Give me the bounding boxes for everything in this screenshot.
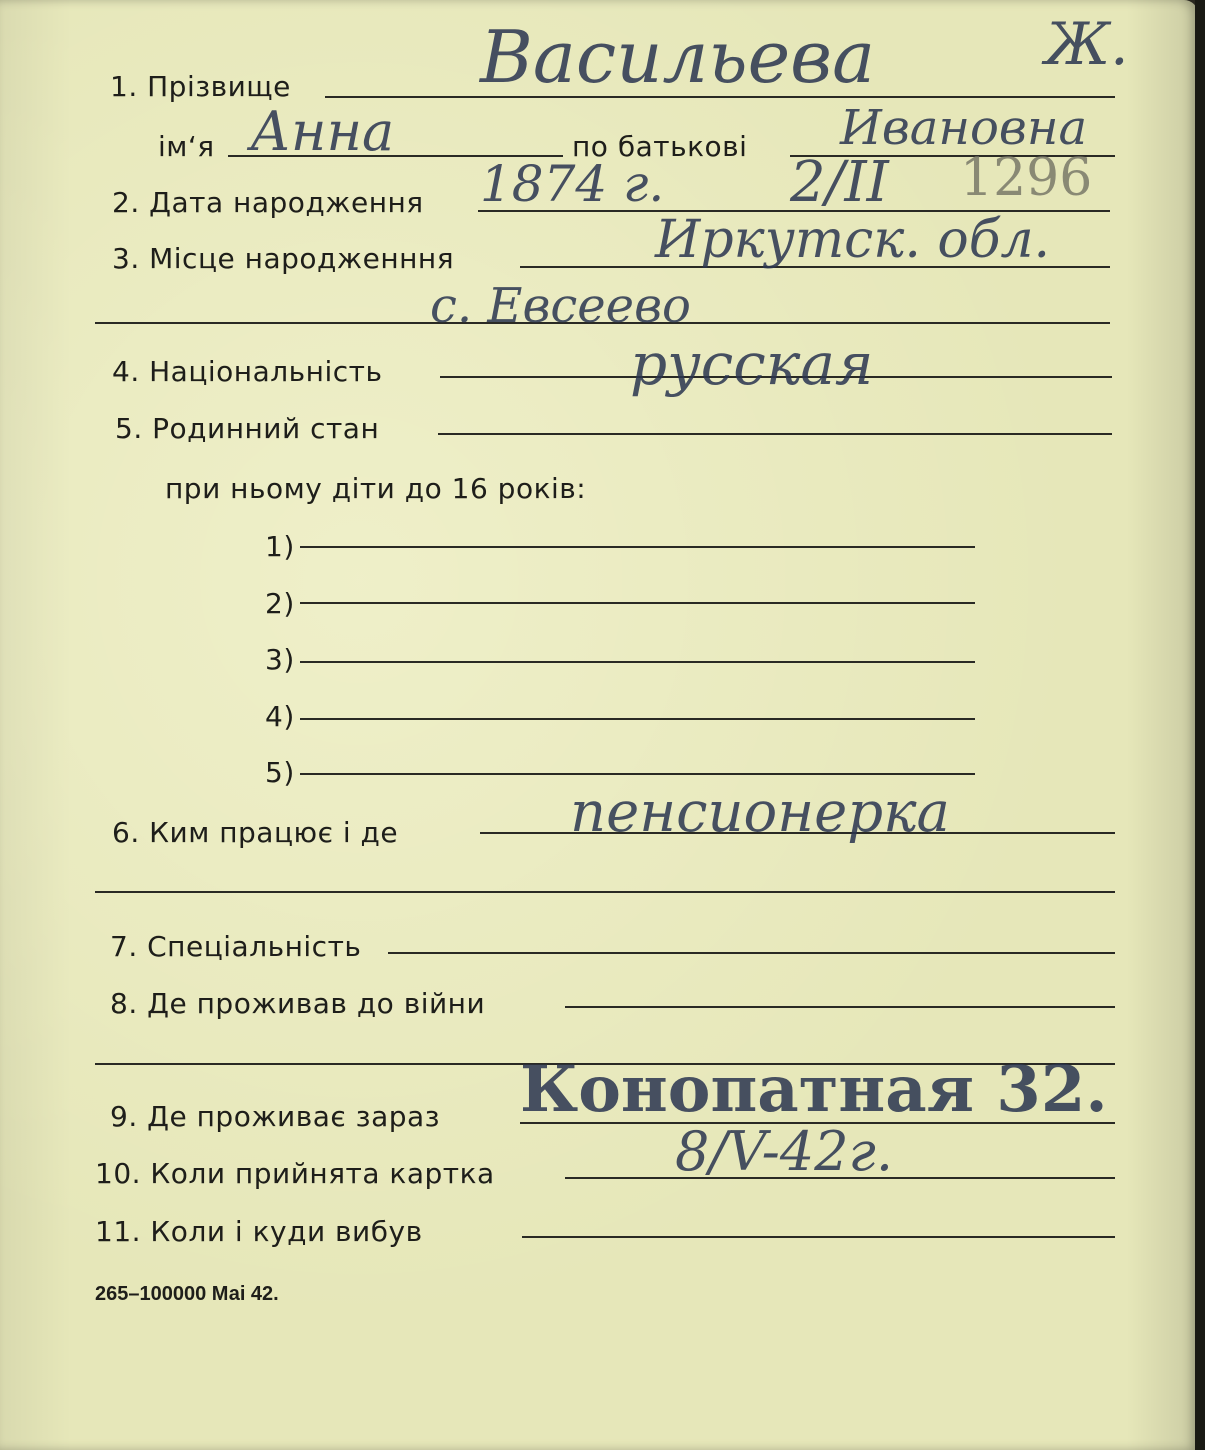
- field-7-specialty-label: 7. Спеціальність: [110, 930, 362, 963]
- handwritten-patronymic: Ивановна: [840, 100, 1088, 156]
- field-7-specialty-line: [388, 952, 1115, 954]
- child-5-label: 5): [265, 756, 295, 789]
- field-3-birthplace-label: 3. Місце народженння: [112, 242, 455, 275]
- field-6-occupation-line-2: [95, 891, 1115, 893]
- field-5-marital-label: 5. Родинний стан: [115, 412, 380, 445]
- handwritten-occupation: пенсионерка: [570, 780, 950, 845]
- handwritten-birth-year: 1874 г.: [480, 155, 665, 213]
- child-3-line: [300, 661, 975, 663]
- field-9-current-residence-label: 9. Де проживає зараз: [110, 1100, 441, 1133]
- child-5-line: [300, 773, 975, 775]
- field-8-prewar-residence-line: [565, 1006, 1115, 1008]
- field-1-surname-label: 1. Прізвище: [110, 70, 291, 103]
- field-11-departure-label: 11. Коли і куди вибув: [95, 1215, 423, 1248]
- field-5-marital-line: [438, 433, 1112, 435]
- field-1-name-label: ім‘я: [158, 130, 215, 163]
- handwritten-birth-day: 2/II: [790, 150, 889, 215]
- handwritten-corner-letter: Ж.: [1045, 10, 1129, 78]
- handwritten-card-date: 8/V-42г.: [675, 1120, 894, 1183]
- child-1-label: 1): [265, 530, 295, 563]
- handwritten-name: Анна: [250, 100, 395, 163]
- pencil-number: 1296: [960, 148, 1093, 208]
- card-edge-shadow: [1195, 0, 1205, 1450]
- field-1-patronymic-label: по батькові: [572, 130, 748, 163]
- child-4-line: [300, 718, 975, 720]
- field-10-card-date-label: 10. Коли прийнята картка: [95, 1157, 495, 1190]
- child-2-line: [300, 602, 975, 604]
- field-6-occupation-label: 6. Ким працює і де: [112, 816, 399, 849]
- handwritten-birthplace-region: Иркутск. обл.: [655, 210, 1051, 270]
- handwritten-surname: Васильева: [480, 15, 876, 99]
- handwritten-address: Конопатная 32.: [520, 1052, 1108, 1127]
- handwritten-birthplace-village: с. Евсеево: [430, 278, 691, 334]
- field-2-birthdate-label: 2. Дата народження: [112, 186, 424, 219]
- handwritten-nationality: русская: [630, 330, 874, 398]
- field-8-prewar-residence-label: 8. Де проживав до війни: [110, 987, 486, 1020]
- child-1-line: [300, 546, 975, 548]
- field-5-children-label: при ньому діти до 16 років:: [165, 472, 587, 505]
- child-2-label: 2): [265, 587, 295, 620]
- child-3-label: 3): [265, 643, 295, 676]
- print-run-mark: 265–100000 Маі 42.: [95, 1283, 279, 1305]
- child-4-label: 4): [265, 700, 295, 733]
- field-11-departure-line: [522, 1236, 1115, 1238]
- field-4-nationality-label: 4. Національність: [112, 355, 383, 388]
